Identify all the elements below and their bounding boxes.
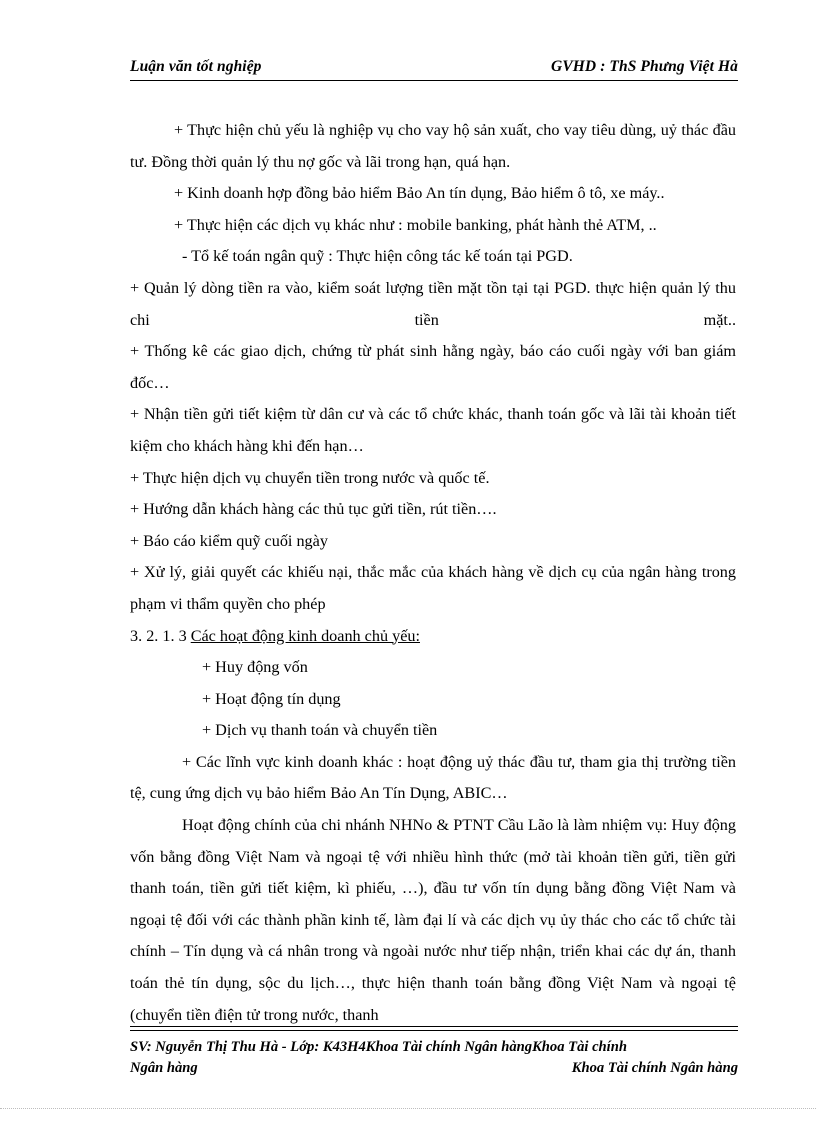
footer-line-1: SV: Nguyễn Thị Thu Hà - Lớp: K43H4Khoa Tài chính Ngân hàngKhoa Tài chính xyxy=(130,1038,627,1055)
page-header xyxy=(76,58,740,80)
paragraph: + Nhận tiền gửi tiết kiệm từ dân cư và các tổ chức khác, thanh toán gốc và lãi tài khoản tiết kiệm cho khách hàng khi đến hạn… xyxy=(130,405,736,455)
paragraph: - Tổ kế toán ngân quỹ : Thực hiện công tác kế toán tại PGD. xyxy=(182,247,573,266)
header-right-text: GVHD : ThS Phưng Việt Hà xyxy=(551,58,738,75)
paragraph: + Thực hiện các dịch vụ khác như : mobile banking, phát hành thẻ ATM, .. xyxy=(174,215,657,234)
paragraph: Hoạt động chính của chi nhánh NHNo & PTNT Cầu Lão là làm nhiệm vụ: Huy động vốn bằng đồng Việt Nam và ngoại tệ với nhiều hình thức (mở tài khoản tiền gửi, tiền gửi thanh toán, tiền gửi tiết kiệm, kì phiếu, …), đầu tư vốn tín dụng bằng đồng Việt Nam và ngoại tệ đối với các thành phần kinh tế, làm đại lí và các dịch vụ ủy thác cho các tổ chức tài chính – Tín dụng và cá nhân trong và ngoài nước như tiếp nhận, triển khai các dự án, thanh toán thẻ tín dụng, sộc du lịch…, thực hiện thanh toán bằng đồng Việt Nam và ngoại tệ (chuyển tiền điện tử trong nước, thanh xyxy=(130,816,736,1024)
paragraph: + Thống kê các giao dịch, chứng từ phát sinh hằng ngày, báo cáo cuối ngày với ban giám đốc… xyxy=(130,342,736,392)
section-heading-number: 3. 2. 1. 3 xyxy=(130,626,191,645)
paragraph: + Xử lý, giải quyết các khiếu nại, thắc mắc của khách hàng về dịch cụ của ngân hàng trong phạm vi thẩm quyền cho phép xyxy=(130,563,736,613)
footer-text xyxy=(76,1031,740,1079)
document-body xyxy=(76,115,740,1031)
paragraph: + Báo cáo kiểm quỹ cuối ngày xyxy=(130,531,328,550)
paragraph: + Các lĩnh vực kinh doanh khác : hoạt động uỷ thác đầu tư, tham gia thị trường tiền tệ, cung ứng dịch vụ bảo hiểm Bảo An Tín Dụng, ABIC… xyxy=(130,752,736,803)
footer-line-2-right: Khoa Tài chính Ngân hàng xyxy=(571,1059,738,1076)
paragraph: + Quản lý dòng tiền ra vào, kiểm soát lượng tiền mặt tồn tại tại PGD. thực hiện quản lý thu chi tiền mặt.. xyxy=(130,278,736,329)
paragraph: + Hướng dẫn khách hàng các thủ tục gửi tiền, rút tiền…. xyxy=(130,500,497,519)
page-bottom-dashed-rule xyxy=(0,1108,816,1109)
paragraph: + Thực hiện dịch vụ chuyển tiền trong nước và quốc tế. xyxy=(130,468,490,487)
list-item: + Hoạt động tín dụng xyxy=(202,689,341,708)
header-left-text: Luận văn tốt nghiệp xyxy=(130,58,262,75)
list-item: + Huy động vốn xyxy=(202,658,308,677)
section-heading xyxy=(130,621,736,653)
footer-line-2-left: Ngân hàng xyxy=(130,1059,198,1076)
list-item: + Dịch vụ thanh toán và chuyển tiền xyxy=(202,721,438,740)
footer-line-2 xyxy=(130,1058,738,1079)
paragraph: + Thực hiện chủ yếu là nghiệp vụ cho vay hộ sản xuất, cho vay tiêu dùng, uỷ thác đầu tư. Đồng thời quản lý thu nợ gốc và lãi trong hạn, quá hạn. xyxy=(130,121,736,171)
section-heading-title: Các hoạt động kinh doanh chủ yếu: xyxy=(190,626,420,645)
page-footer xyxy=(76,1026,740,1079)
paragraph: + Kinh doanh hợp đồng bảo hiểm Bảo An tín dụng, Bảo hiểm ô tô, xe máy.. xyxy=(174,184,665,203)
header-divider xyxy=(130,80,738,81)
